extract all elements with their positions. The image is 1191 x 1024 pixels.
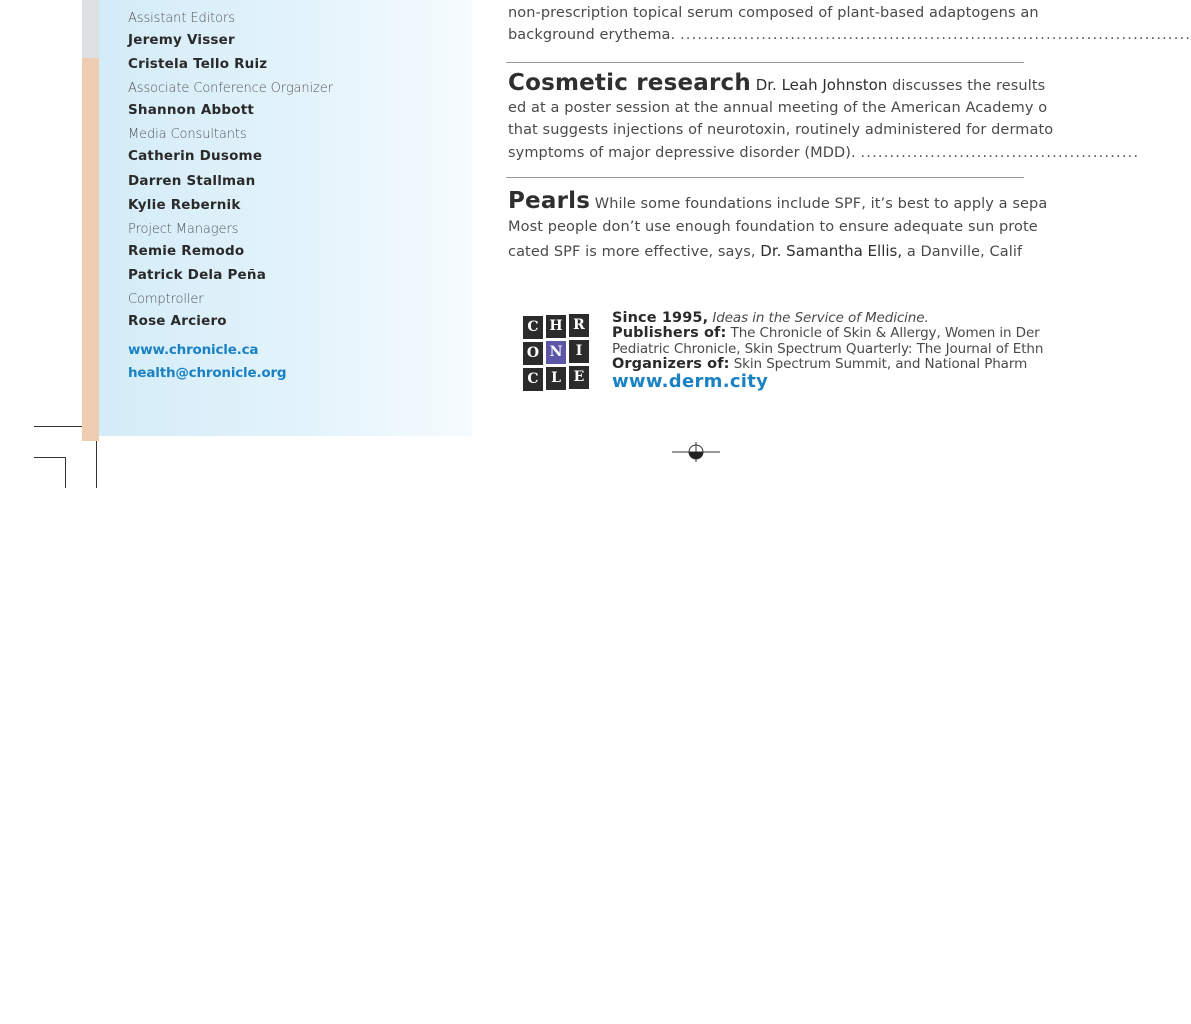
author-name: Dr. Leah Johnston: [755, 76, 888, 94]
website-link[interactable]: www.chronicle.ca: [128, 342, 259, 358]
media-consultant-name: Kylie Rebernik: [128, 197, 241, 213]
project-managers-label: Project Managers: [128, 222, 239, 237]
author-name: Dr. Samantha Ellis,: [760, 242, 903, 260]
section-title: Cosmetic research: [508, 70, 751, 96]
article3-line: Most people don’t use enough foundation to ensure adequate sun prote: [508, 219, 1038, 235]
left-peach-strip: [82, 58, 99, 441]
article2-line: ed at a poster session at the annual meeting of the American Academy o: [508, 100, 1048, 116]
project-manager-name: Remie Remodo: [128, 243, 245, 259]
comptroller-label: Comptroller: [128, 292, 204, 307]
section-divider: [506, 62, 1024, 63]
assoc-conference-name: Shannon Abbott: [128, 102, 255, 118]
section-divider: [506, 177, 1024, 178]
crop-mark: [65, 457, 66, 488]
email-link[interactable]: health@chronicle.org: [128, 365, 287, 381]
project-manager-name: Patrick Dela Peña: [128, 267, 267, 283]
section-title: Pearls: [508, 188, 591, 214]
crop-mark: [34, 426, 82, 427]
article1-line: background erythema. ........................................................................................: [508, 27, 1191, 43]
article1-line: non-prescription topical serum composed of plant-based adaptogens an: [508, 5, 1039, 21]
crop-mark: [96, 441, 97, 488]
comptroller-name: Rose Arciero: [128, 313, 227, 329]
publisher-organizers: Organizers of: Skin Spectrum Summit, and National Pharm: [612, 356, 1028, 372]
publisher-publications-cont: Pediatric Chronicle, Skin Spectrum Quarterly: The Journal of Ethn: [612, 341, 1044, 357]
assoc-conference-label: Associate Conference Organizer: [128, 81, 333, 96]
article2-line: that suggests injections of neurotoxin, routinely administered for dermato: [508, 122, 1054, 138]
left-gray-strip: [82, 0, 99, 58]
assistant-editor-name: Cristela Tello Ruiz: [128, 56, 268, 72]
article3-heading-line: Pearls While some foundations include SPF, it’s best to apply a sepa: [508, 188, 1048, 214]
assistant-editor-name: Jeremy Visser: [128, 32, 235, 48]
article2-heading-line: Cosmetic research Dr. Leah Johnston discusses the results: [508, 70, 1046, 96]
article2-line: symptoms of major depressive disorder (MDD). ................................................: [508, 145, 1140, 161]
derm-city-link[interactable]: www.derm.city: [612, 371, 769, 392]
media-consultant-name: Darren Stallman: [128, 173, 256, 189]
publisher-since: Since 1995, Ideas in the Service of Medicine.: [612, 310, 929, 326]
publisher-publications: Publishers of: The Chronicle of Skin & Allergy, Women in Der: [612, 325, 1040, 341]
chronicle-logo: C H R O N I C L E: [521, 314, 591, 392]
media-consultants-label: Media Consultants: [128, 127, 247, 142]
assistant-editors-label: Assistant Editors: [128, 11, 235, 26]
media-consultant-name: Catherin Dusome: [128, 148, 263, 164]
article3-line: cated SPF is more effective, says, Dr. Samantha Ellis, a Danville, Calif: [508, 242, 1023, 260]
registration-mark-icon: [672, 440, 720, 464]
crop-mark: [34, 457, 66, 458]
